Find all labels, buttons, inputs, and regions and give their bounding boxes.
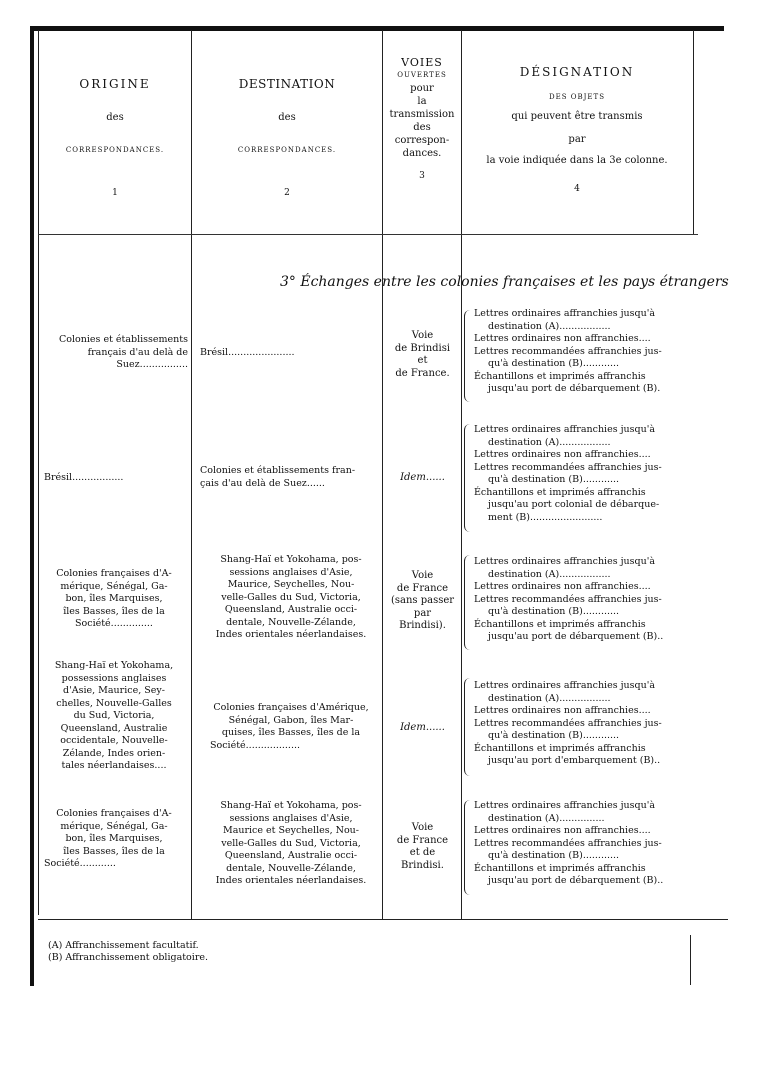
row-1-destination bbox=[200, 347, 380, 360]
row-4-origin-line: Shang-Haï et Yokohama, bbox=[54, 660, 174, 671]
row-4-destination-line: Sénégal, Gabon, îles Mar- bbox=[228, 714, 354, 726]
header-origin-title: ORIGINE bbox=[79, 77, 151, 91]
row-1-route-line: de Brindisi bbox=[394, 342, 451, 354]
row-5-destination-line: Maurice et Seychelles, Nou- bbox=[222, 825, 360, 836]
header-route-sub6: correspon- bbox=[394, 135, 450, 146]
header-destination-num: 2 bbox=[284, 188, 290, 198]
header-route-num: 3 bbox=[419, 171, 425, 181]
row-4-destination-line: quises, îles Basses, îles de la bbox=[221, 727, 361, 738]
row-3-objects bbox=[474, 556, 694, 644]
header-designation-num: 4 bbox=[574, 184, 580, 194]
row-3-destination-line: sessions anglaises d'Asie, bbox=[229, 566, 353, 578]
row-1-objects-line: qu'à destination (B)............ bbox=[488, 358, 620, 369]
row-5-destination-line: Queensland, Australie occi- bbox=[224, 850, 358, 861]
row-3-objects-line: destination (A)................. bbox=[488, 568, 611, 580]
row-1-route-line: Voie bbox=[411, 330, 434, 341]
header-route-sub5: des bbox=[413, 122, 431, 133]
header-designation-sub1: DES OBJETS bbox=[548, 93, 605, 101]
row-4-brace bbox=[464, 678, 470, 776]
row-1-origin bbox=[40, 334, 188, 372]
row-3-route-line: de France bbox=[396, 582, 449, 594]
footnotes bbox=[48, 940, 208, 964]
row-5-route-line: Brindisi. bbox=[401, 859, 444, 871]
row-2-route bbox=[385, 472, 460, 485]
header-origin-sub2: CORRESPONDANCES. bbox=[65, 146, 165, 154]
row-4-objects-line: Lettres ordinaires affranchies jusqu'à bbox=[474, 680, 656, 691]
row-3-objects-line: Lettres recommandées affranchies jus- bbox=[474, 593, 662, 605]
row-2-objects-line: ment (B)........................ bbox=[488, 511, 603, 523]
header-origin-num: 1 bbox=[112, 188, 118, 198]
header-destination-title: DESTINATION bbox=[238, 77, 336, 91]
row-4-objects bbox=[474, 680, 694, 768]
row-5-origin bbox=[40, 808, 188, 871]
row-2-destination-line: Colonies et établissements fran- bbox=[200, 465, 356, 476]
row-1-origin-line: français d'au delà de bbox=[87, 346, 188, 358]
row-1-route bbox=[385, 330, 460, 380]
row-5-objects-line: qu'à destination (B)............ bbox=[488, 850, 620, 861]
left-border bbox=[30, 26, 34, 986]
row-4-origin-line: tales néerlandaises.... bbox=[61, 760, 167, 771]
row-4-origin-line: chelles, Nouvelle-Galles bbox=[56, 697, 172, 709]
row-5-origin-line: mérique, Sénégal, Ga- bbox=[60, 820, 168, 832]
row-4-origin-line: Queensland, Australie bbox=[60, 722, 168, 734]
row-5-objects-line: Lettres recommandées affranchies jus- bbox=[474, 837, 662, 849]
header-designation-sub2: qui peuvent être transmis bbox=[511, 111, 643, 122]
row-1-route-line: de France. bbox=[395, 367, 450, 379]
row-5-route bbox=[385, 822, 460, 872]
row-5-brace bbox=[464, 800, 470, 895]
row-3-route bbox=[385, 570, 460, 633]
row-3-objects-line: Lettres ordinaires non affranchies.... bbox=[474, 581, 651, 592]
row-3-route-line: Brindisi). bbox=[399, 620, 446, 631]
row-5-route-line: de France bbox=[396, 834, 449, 846]
right-border-header bbox=[693, 30, 694, 235]
footnote-b: (B) Affranchissement obligatoire. bbox=[48, 952, 208, 963]
header-destination-sub1: des bbox=[278, 112, 296, 123]
row-2-destination bbox=[200, 465, 380, 490]
header-route-sub4: transmission bbox=[389, 109, 455, 120]
table-bottom-rule bbox=[38, 919, 728, 920]
row-5-objects bbox=[474, 800, 694, 888]
row-5-origin-line: bon, îles Marquises, bbox=[65, 833, 163, 844]
row-5-destination-line: Shang-Haï et Yokohama, pos- bbox=[220, 800, 362, 811]
row-5-destination-line: velle-Galles du Sud, Victoria, bbox=[221, 837, 361, 849]
row-4-objects-line: Échantillons et imprimés affranchis bbox=[474, 742, 646, 754]
row-3-destination-line: Indes orientales néerlandaises. bbox=[215, 629, 367, 640]
row-3-objects-line: Lettres ordinaires affranchies jusqu'à bbox=[474, 556, 656, 567]
row-3-route-line: Voie bbox=[411, 570, 434, 581]
row-5-origin-line: Société............ bbox=[44, 858, 116, 869]
section-title: 3° Échanges entre les colonies françaises et les pays étrangers bbox=[280, 274, 729, 290]
left-border-inner bbox=[38, 30, 39, 915]
row-2-objects-line: Échantillons et imprimés affranchis bbox=[474, 486, 646, 498]
row-3-destination-line: Maurice, Seychelles, Nou- bbox=[227, 579, 355, 590]
row-4-objects-line: Lettres recommandées affranchies jus- bbox=[474, 717, 662, 729]
row-3-objects-line: jusqu'au port de débarquement (B).. bbox=[488, 631, 664, 642]
row-3-origin-line: Colonies françaises d'A- bbox=[56, 568, 172, 579]
row-3-objects-line: qu'à destination (B)............ bbox=[488, 606, 620, 617]
header-designation bbox=[462, 66, 692, 196]
row-4-objects-line: jusqu'au port d'embarquement (B).. bbox=[488, 755, 661, 766]
row-5-objects-line: Échantillons et imprimés affranchis bbox=[474, 862, 646, 874]
row-3-origin-line: mérique, Sénégal, Ga- bbox=[60, 580, 168, 592]
row-4-origin bbox=[40, 660, 188, 773]
row-2-objects-line: Lettres recommandées affranchies jus- bbox=[474, 461, 662, 473]
row-4-destination-line: Colonies françaises d'Amérique, bbox=[213, 702, 369, 713]
row-2-origin bbox=[40, 472, 192, 485]
top-rule bbox=[30, 26, 724, 31]
row-3-route-line: par bbox=[413, 607, 432, 619]
row-3-origin-line: îles Basses, îles de la bbox=[63, 605, 165, 617]
header-designation-title: DÉSIGNATION bbox=[519, 65, 635, 79]
row-3-route-line: (sans passer bbox=[390, 595, 455, 606]
row-1-objects-line: destination (A)................. bbox=[488, 320, 611, 332]
row-1-objects-line: Lettres ordinaires affranchies jusqu'à bbox=[474, 308, 656, 319]
row-4-origin-line: Zélande, Indes orien- bbox=[62, 747, 166, 759]
row-3-objects-line: Échantillons et imprimés affranchis bbox=[474, 618, 646, 630]
row-4-route-line: Idem...... bbox=[400, 722, 445, 733]
footnote-a: (A) Affranchissement facultatif. bbox=[48, 940, 199, 951]
header-origin-sub1: des bbox=[106, 112, 124, 123]
row-2-objects-line: jusqu'au port colonial de débarque- bbox=[488, 499, 660, 510]
header-designation-sub4: la voie indiquée dans la 3e colonne. bbox=[486, 155, 668, 166]
row-1-objects-line: Lettres ordinaires non affranchies.... bbox=[474, 333, 651, 344]
header-route bbox=[383, 56, 461, 183]
header-route-sub2: pour bbox=[410, 83, 434, 94]
row-2-route-line: Idem...... bbox=[400, 472, 445, 483]
row-1-objects-line: jusqu'au port de débarquement (B). bbox=[488, 383, 661, 394]
row-3-destination bbox=[200, 554, 382, 642]
header-route-sub7: dances. bbox=[402, 148, 442, 159]
row-2-origin-line: Brésil................. bbox=[44, 472, 124, 483]
row-4-route bbox=[385, 722, 460, 735]
row-2-objects bbox=[474, 424, 694, 524]
row-2-objects-line: Lettres ordinaires non affranchies.... bbox=[474, 449, 651, 460]
header-route-sub3: la bbox=[417, 96, 427, 107]
row-5-route-line: Voie bbox=[411, 822, 434, 833]
row-5-objects-line: jusqu'au port de débarquement (B).. bbox=[488, 875, 664, 886]
row-5-objects-line: Lettres ordinaires affranchies jusqu'à bbox=[474, 800, 656, 811]
header-route-sub1: OUVERTES bbox=[397, 71, 447, 79]
row-5-destination-line: sessions anglaises d'Asie, bbox=[229, 812, 353, 824]
header-destination-sub2: CORRESPONDANCES. bbox=[237, 146, 337, 154]
header-bottom-rule bbox=[38, 234, 698, 235]
row-1-origin-line: Colonies et établissements bbox=[59, 334, 188, 345]
row-4-origin-line: d'Asie, Maurice, Sey- bbox=[63, 685, 165, 696]
row-2-brace bbox=[464, 424, 470, 532]
header-designation-sub3: par bbox=[568, 134, 586, 145]
row-4-objects-line: qu'à destination (B)............ bbox=[488, 730, 620, 741]
row-5-destination-line: Indes orientales néerlandaises. bbox=[215, 875, 367, 886]
row-1-brace bbox=[464, 310, 470, 402]
row-2-objects-line: Lettres ordinaires affranchies jusqu'à bbox=[474, 424, 656, 435]
row-4-destination bbox=[200, 702, 382, 752]
row-4-origin-line: occidentale, Nouvelle- bbox=[60, 735, 168, 746]
row-1-destination-line: Brésil...................... bbox=[200, 347, 295, 358]
row-3-origin-line: Société.............. bbox=[75, 618, 153, 629]
row-1-objects bbox=[474, 308, 694, 396]
header-route-title: VOIES bbox=[401, 56, 443, 69]
row-3-origin bbox=[40, 568, 188, 631]
row-3-origin-line: bon, îles Marquises, bbox=[65, 593, 163, 604]
row-3-destination-line: Shang-Haï et Yokohama, pos- bbox=[220, 554, 362, 565]
row-1-objects-line: Échantillons et imprimés affranchis bbox=[474, 370, 646, 382]
row-5-objects-line: destination (A)............... bbox=[488, 812, 605, 824]
row-2-objects-line: qu'à destination (B)............ bbox=[488, 474, 620, 485]
row-1-origin-line: Suez................ bbox=[116, 359, 188, 370]
row-5-destination-line: dentale, Nouvelle-Zélande, bbox=[226, 862, 356, 874]
row-2-destination-line: çais d'au delà de Suez...... bbox=[200, 477, 325, 489]
row-4-origin-line: possessions anglaises bbox=[61, 672, 167, 684]
row-4-objects-line: Lettres ordinaires non affranchies.... bbox=[474, 705, 651, 716]
row-4-objects-line: destination (A)................. bbox=[488, 692, 611, 704]
row-5-origin-line: Colonies françaises d'A- bbox=[56, 808, 172, 819]
row-5-route-line: et de bbox=[409, 847, 436, 858]
row-1-route-line: et bbox=[417, 355, 428, 366]
row-5-objects-line: Lettres ordinaires non affranchies.... bbox=[474, 825, 651, 836]
header-origin bbox=[40, 78, 190, 200]
right-border-footer bbox=[690, 935, 691, 985]
row-5-destination bbox=[200, 800, 382, 888]
row-3-destination-line: Queensland, Australie occi- bbox=[224, 604, 358, 615]
row-3-destination-line: dentale, Nouvelle-Zélande, bbox=[226, 616, 356, 628]
row-3-brace bbox=[464, 555, 470, 650]
row-1-objects-line: Lettres recommandées affranchies jus- bbox=[474, 345, 662, 357]
header-destination bbox=[192, 78, 382, 200]
row-2-objects-line: destination (A)................. bbox=[488, 436, 611, 448]
row-4-origin-line: du Sud, Victoria, bbox=[73, 710, 155, 721]
row-5-origin-line: îles Basses, îles de la bbox=[63, 845, 165, 857]
row-3-destination-line: velle-Galles du Sud, Victoria, bbox=[221, 591, 361, 603]
row-4-destination-line: Société.................. bbox=[210, 739, 301, 751]
